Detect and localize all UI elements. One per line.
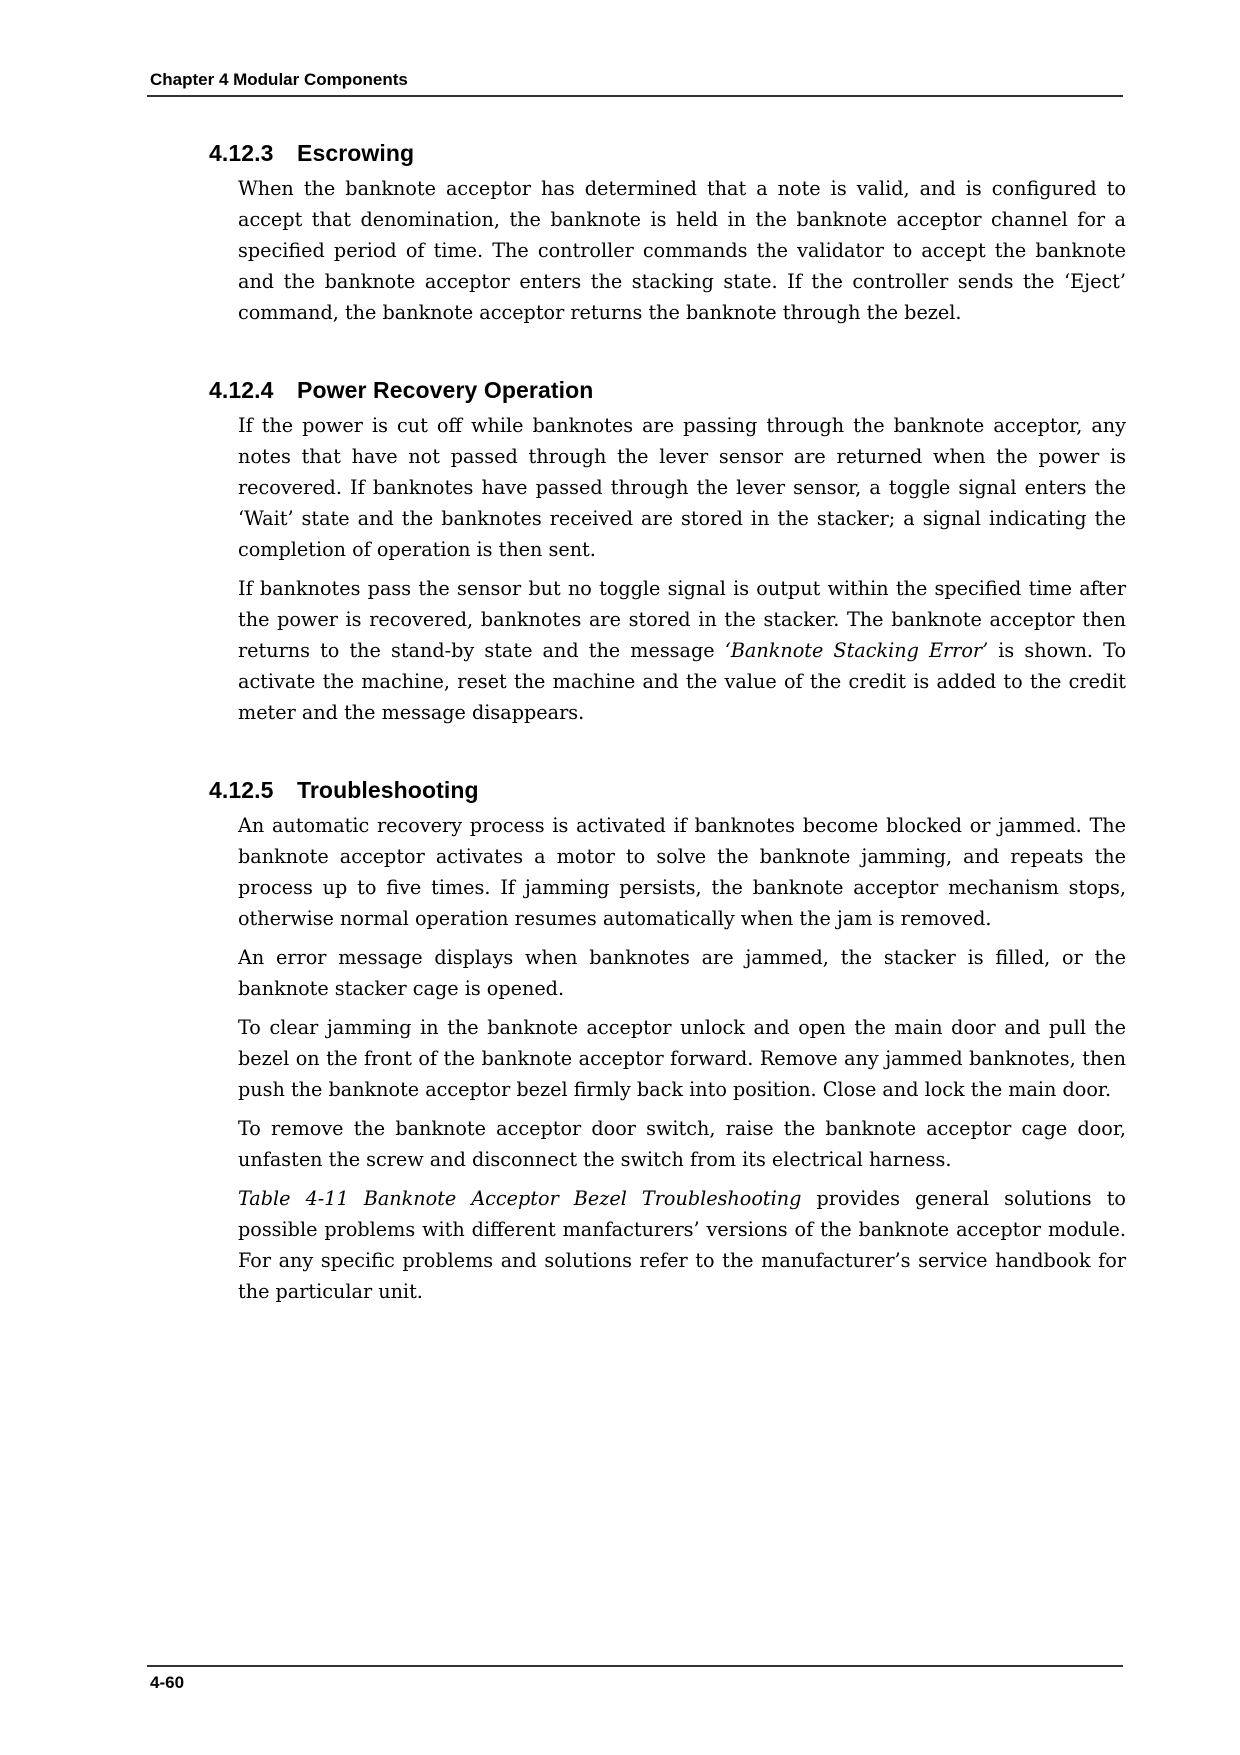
section-number: 4.12.5	[209, 777, 274, 803]
section-number: 4.12.3	[209, 140, 274, 166]
paragraph	[238, 573, 1126, 728]
footer-rule	[147, 1665, 1123, 1667]
paragraph: If the power is cut off while banknotes are passing through the banknote acceptor, any notes that have not passed through the lever sensor are returned when the power is recovered. If banknotes have passed through the lever sensor, a toggle signal enters the ‘Wait’ state and the banknotes received are stored in the stacker; a signal indicating the completion of operation is then sent.	[238, 414, 1126, 561]
chapter-header: Chapter 4 Modular Components	[150, 70, 408, 89]
header-rule	[147, 95, 1123, 97]
section-power-recovery	[209, 377, 1125, 736]
section-title: Power Recovery Operation	[297, 377, 594, 403]
section-title: Troubleshooting	[297, 777, 479, 803]
text-run: is shown. To activate the machine, reset the machine and the value of the credit is added to the credit meter and the message disappears.	[238, 639, 1126, 724]
section-title: Escrowing	[297, 140, 415, 166]
paragraph: An error message displays when banknotes are jammed, the stacker is filled, or the banknote stacker cage is opened.	[238, 946, 1126, 1000]
paragraph: To remove the banknote acceptor door switch, raise the banknote acceptor cage door, unfasten the screw and disconnect the switch from its electrical harness.	[238, 1117, 1126, 1171]
paragraph: An automatic recovery process is activated if banknotes become blocked or jammed. The banknote acceptor activates a motor to solve the banknote jamming, and repeats the process up to five times. If jamming persists, the banknote acceptor mechanism stops, otherwise normal operation resumes automatically when the jam is removed.	[238, 814, 1126, 930]
section-troubleshooting	[209, 777, 1125, 1315]
section-heading	[209, 777, 1125, 804]
paragraph: When the banknote acceptor has determined that a note is valid, and is configured to accept that denomination, the banknote is held in the banknote acceptor channel for a specified period of time. The controller commands the validator to accept the banknote and the banknote acceptor enters the stacking state. If the controller sends the ‘Eject’ command, the banknote acceptor returns the banknote through the bezel.	[238, 177, 1126, 324]
text-run: provides general solutions to possible problems with different manfacturers’ versions of the banknote acceptor module. For any specific problems and solutions refer to the manufacturer’s service handbook for the particular unit.	[238, 1187, 1126, 1303]
section-number: 4.12.4	[209, 377, 274, 403]
table-reference: Table 4-11 Banknote Acceptor Bezel Troubleshooting	[238, 1187, 802, 1210]
text-run: If banknotes pass the sensor but no toggle signal is output within the specified time after the power is recovered, banknotes are stored in the stacker. The banknote acceptor then returns to the stand-by state and the message	[238, 577, 1126, 662]
page-number: 4-60	[150, 1673, 185, 1692]
paragraph	[238, 1183, 1126, 1307]
paragraph: To clear jamming in the banknote acceptor unlock and open the main door and pull the bezel on the front of the banknote acceptor forward. Remove any jammed banknotes, then push the banknote acceptor bezel firmly back into position. Close and lock the main door.	[238, 1016, 1126, 1101]
error-message-name: ‘Banknote Stacking Error’	[724, 639, 989, 662]
section-heading	[209, 377, 1125, 404]
section-heading	[209, 140, 1125, 167]
section-escrowing	[209, 140, 1125, 336]
